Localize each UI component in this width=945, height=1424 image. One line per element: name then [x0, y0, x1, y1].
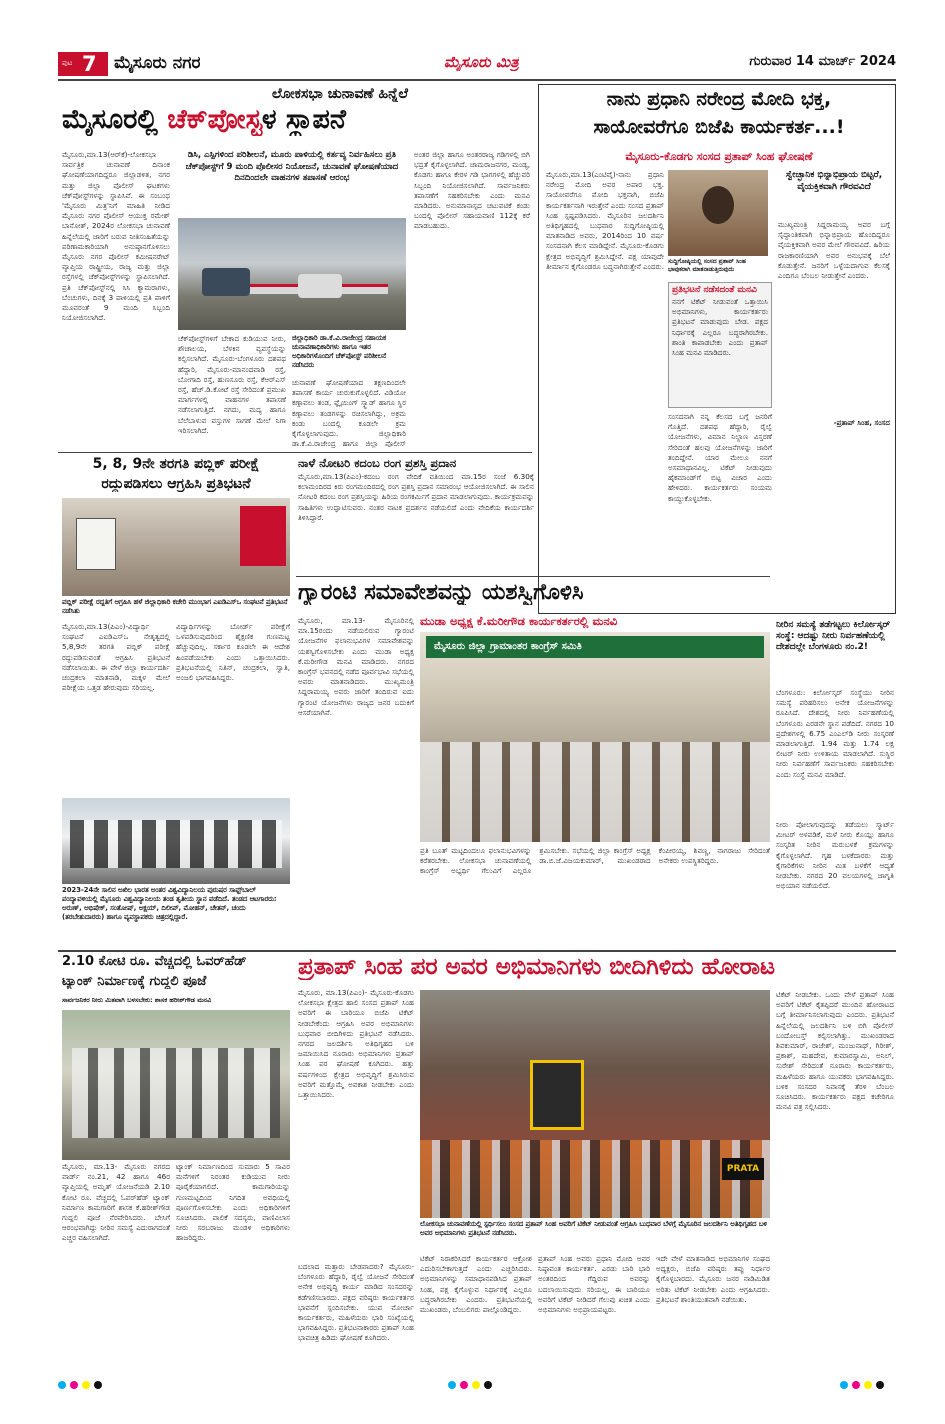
photo-vehicle — [202, 268, 250, 296]
lead-kicker: ಲೋಕಸಭಾ ಚುನಾವಣೆ ಹಿನ್ನೆಲೆ — [272, 86, 408, 102]
photo-people — [72, 1048, 280, 1138]
magenta-dot — [70, 1381, 78, 1389]
photo-team-row — [70, 820, 282, 868]
lead-headline-a: ಮೈಸೂರಲ್ಲಿ — [62, 104, 168, 135]
exam-headline-2: ರದ್ದುಪಡಿಸಲು ಆಗ್ರಹಿಸಿ ಪ್ರತಿಭಟನೆ — [101, 476, 251, 492]
paper-logo: ಮೈಸೂರು ಮಿತ್ರ — [444, 53, 519, 71]
rally-crowd-photo — [420, 990, 770, 1218]
guarantee-body: ಮೈಸೂರು, ಮಾ.13- ಮೈಸೂರಿನಲ್ಲಿ ಮಾ.15ರಂದು ನಡೆಯಲಿರುವ ಗ್ಯಾರಂಟಿ ಯೋಜನೆಗಳ ಫಲಾನುಭವಿಗಳ ಸಮಾವೇಶವನ್ನು ಯಶಸ್ವಿಗೊಳಿಸಬೇಕು ಎಂದು ಮುಡಾ ಅಧ್ಯಕ್ಷ ಕೆ.ಮರೀಗೌಡ ಮನವಿ ಮಾಡಿದರು. ನಗರದ ಕಾಂಗ್ರೆಸ್ ಭವನದಲ್ಲಿ ನಡೆದ ಪೂರ್ವಭಾವಿ ಸಭೆಯಲ್ಲಿ ಅವರು ಮಾತನಾಡಿದರು. ಮುಖ್ಯಮಂತ್ರಿ ಸಿದ್ದರಾಮಯ್ಯ ಅವರು ಜಾರಿಗೆ ತಂದಿರುವ ಐದು ಗ್ಯಾರಂಟಿ ಯೋಜನೆಗಳು ರಾಜ್ಯದ ಜನರ ಬದುಕಿಗೆ ಆಸರೆಯಾಗಿವೆ. — [298, 616, 414, 717]
tank-headline-2: ಟ್ಯಾಂಕ್ ನಿರ್ಮಾಣಕ್ಕೆ ಗುದ್ದಲಿ ಪೂಜೆ — [62, 974, 207, 989]
photo-crowd — [420, 742, 770, 842]
tank-headline-1: 2.10 ಕೋಟಿ ರೂ. ವೆಚ್ಚದಲ್ಲಿ ಓವರ್‌ಹೆಡ್ — [62, 954, 247, 969]
yellow-dot — [82, 1381, 90, 1389]
lead-photo-caption: ಜಿಲ್ಲಾಧಿಕಾರಿ ಡಾ.ಕೆ.ವಿ.ರಾಜೇಂದ್ರ ಸಹಾಯಕ ಚುನಾವಣಾಧಿಕಾರಿಗಳು ಹಾಗೂ ಇತರ ಅಧಿಕಾರಿಗಳೊಂದಿಗೆ ಚೆಕ್‌ಪೋಸ್ಟ್ ಪರಿಶೀಲನೆ ನಡೆಸಿದರು — [292, 334, 387, 369]
water-body: ಬೆಂಗಳೂರು: ಕಿರ್ಲೋಸ್ಕರ್ ಸಂಸ್ಥೆಯು ನೀರಿನ ಸಮಸ್ಯೆ ಪರಿಹರಿಸಲು ಅನೇಕ ಯೋಜನೆಗಳನ್ನು ರೂಪಿಸಿದೆ. ದೇಶದಲ್ಲಿ ನೀರು ನಿರ್ವಹಣೆಯಲ್ಲಿ ಬೆಂಗಳೂರು ಎರಡನೇ ಸ್ಥಾನ ಪಡೆದಿದೆ. ನಗರದ 10 ಪ್ರದೇಶಗಳಲ್ಲಿ 6.75 ಎಂಎಲ್‌ಡಿ ನೀರು ಸಂಸ್ಕರಣೆ ಮಾಡಲಾಗುತ್ತಿದೆ. 1.94 ಮತ್ತು 1.74 ಲಕ್ಷ ಲೀಟರ್ ನೀರು ಉಳಿತಾಯ ಮಾಡಲಾಗಿದೆ. ಸುಸ್ಥಿರ ನೀರು ನಿರ್ವಹಣೆಗೆ ಸಾರ್ವಜನಿಕರು ಸಹಕರಿಸಬೇಕು ಎಂದು ಸಂಸ್ಥೆ ಮನವಿ ಮಾಡಿದೆ. — [776, 688, 894, 779]
guarantee-headline: ಗ್ಯಾರಂಟಿ ಸಮಾವೇಶವನ್ನು ಯಶಸ್ವಿಗೊಳಿಸಿ — [298, 580, 584, 605]
guarantee-banner-text: ಮೈಸೂರು ಜಿಲ್ಲಾ ಗ್ರಾಮಾಂತರ ಕಾಂಗ್ರೆಸ್ ಸಮಿತಿ — [434, 641, 582, 652]
registration-marks-center — [448, 1380, 508, 1390]
rally-headline: ಪ್ರತಾಪ್ ಸಿಂಹ ಪರ ಅವರ ಅಭಿಮಾನಿಗಳು ಬೀದಿಗಿಳಿದು ಹೋರಾಟ — [298, 954, 775, 980]
yellow-dot — [864, 1381, 872, 1389]
modi-body-2: ಸಂಸದನಾಗಿ ನನ್ನ ಕೆಲಸದ ಬಗ್ಗೆ ಜನರಿಗೆ ಗೊತ್ತಿದೆ. ದಶಪಥ ಹೆದ್ದಾರಿ, ರೈಲ್ವೆ ಯೋಜನೆಗಳು, ವಿಮಾನ ನಿಲ್ದಾಣ ವಿಸ್ತರಣೆ ಸೇರಿದಂತೆ ಹಲವು ಯೋಜನೆಗಳನ್ನು ಜಾರಿಗೆ ತಂದಿದ್ದೇನೆ. ಯಾರ ಮೇಲೂ ನನಗೆ ಅಸಮಾಧಾನವಿಲ್ಲ. ಟಿಕೆಟ್ ನೀಡುವುದು ಹೈಕಮಾಂಡ್‌ಗೆ ಬಿಟ್ಟ ವಿಚಾರ ಎಂದು ಹೇಳಿದರು. ಕಾರ್ಯಕರ್ತರು ಸಂಯಮ ಕಾಯ್ದುಕೊಳ್ಳಬೇಕು. — [668, 412, 772, 503]
modi-subhead: ಮೈಸೂರು-ಕೊಡಗು ಸಂಸದ ಪ್ರತಾಪ್ ಸಿಂಹ ಘೋಷಣೆ — [625, 150, 813, 163]
exam-body: ಮೈಸೂರು,ಮಾ.13(ಪಿಎಂ)-ವಿದ್ಯಾರ್ಥಿ ಸಂಘಟನೆ ಎಐಡಿಎಸ್‌ಒ ನೇತೃತ್ವದಲ್ಲಿ 5,8,9ನೇ ತರಗತಿ ಪಬ್ಲಿಕ್ ಪರೀಕ್ಷೆ ರದ್ದುಪಡಿಸುವಂತೆ ಆಗ್ರಹಿಸಿ ಪ್ರತಿಭಟನೆ ನಡೆಸಲಾಯಿತು. ಈ ವೇಳೆ ಜಿಲ್ಲಾ ಕಾರ್ಯದರ್ಶಿ ಚಂದ್ರಕಲಾ ಮಾತನಾಡಿ, ಮಕ್ಕಳ ಮೇಲೆ ಪರೀಕ್ಷೆಯ ಒತ್ತಡ ಹೇರುವುದು ಸರಿಯಲ್ಲ. — [62, 622, 170, 693]
rally-col-5: ಇದೇ ವೇಳೆ ಮಾತನಾಡಿದ ಅಭಿಮಾನಿಗಳ ಸಂಘದ ಅಧ್ಯಕ್ಷರು, ಬಿಜೆಪಿ ವರಿಷ್ಠರು ತಪ್ಪು ನಿರ್ಧಾರ ಕೈಗೊಳ್ಳಬಾರದು. ಮೈಸೂರು ಜನರ ನಾಡಿಮಿಡಿತ ಅರಿತು ಟಿಕೆಟ್ ನೀಡಬೇಕು ಎಂದು ಆಗ್ರಹಿಸಿದರು. ಪ್ರತಿಭಟನೆ ಶಾಂತಿಯುತವಾಗಿ ನಡೆಯಿತು. — [656, 1254, 770, 1304]
magenta-dot — [852, 1381, 860, 1389]
cyan-dot — [448, 1381, 456, 1389]
page-number: 7 — [82, 52, 97, 76]
tank-deck: ಸಾರ್ವಜನಿಕರ ನೀರು ಮಿತವಾಗಿ ಬಳಸಬೇಕು: ಶಾಸಕ ಹರೀಶ್‌ಗೌಡ ಮನವಿ — [62, 996, 212, 1004]
black-dot — [484, 1381, 492, 1389]
award-body: ಮೈಸೂರು,ಮಾ.13(ಪಿಎಂ)-ಕದಂಬ ರಂಗ ವೇದಿಕೆ ವತಿಯಿಂದ ಮಾ.15ರ ಸಂಜೆ 6.30ಕ್ಕೆ ಕಲಾಮಂದಿರದ ಕಿರು ರಂಗಮಂದಿರದಲ್ಲಿ ರಂಗ ಪ್ರಶಸ್ತಿ ಪ್ರದಾನ ಸಮಾರಂಭ ಆಯೋಜಿಸಲಾಗಿದೆ. ಈ ಸಾಲಿನ ನೋಟರಿ ಕದಂಬ ರಂಗ ಪ್ರಶಸ್ತಿಯನ್ನು ಹಿರಿಯ ರಂಗಕರ್ಮಿಗೆ ಪ್ರದಾನ ಮಾಡಲಾಗುವುದು. ಕಾರ್ಯಕ್ರಮವನ್ನು ಸಾಹಿತಿಗಳು ಉದ್ಘಾಟಿಸುವರು. ನಂತರ ನಾಟಕ ಪ್ರದರ್ಶನ ನಡೆಯಲಿದೆ ಎಂದು ವೇದಿಕೆಯ ಕಾರ್ಯದರ್ಶಿ ತಿಳಿಸಿದ್ದಾರೆ. — [298, 472, 534, 522]
rally-col-4: ಪ್ರತಾಪ್ ಸಿಂಹ ಅವರು ಪ್ರಧಾನಿ ಮೋದಿ ಅವರ ನಿಷ್ಠಾವಂತ ಕಾರ್ಯಕರ್ತ. ಎರಡು ಬಾರಿ ಭಾರಿ ಅಂತರದಿಂದ ಗೆದ್ದಿರುವ ಅವರನ್ನು ಬದಲಾಯಿಸುವುದು ಸರಿಯಲ್ಲ. ಈ ಬಾರಿಯೂ ಅವರಿಗೆ ಟಿಕೆಟ್ ನೀಡಿದರೆ ಗೆಲುವು ಖಚಿತ ಎಂದು ಅಭಿಮಾನಿಗಳು ಅಭಿಪ್ರಾಯಪಟ್ಟರು. — [538, 1254, 650, 1315]
pratap-simha-photo — [668, 170, 768, 256]
exam-body-2: ವಿದ್ಯಾರ್ಥಿಗಳನ್ನು ಬೋರ್ಡ್ ಪರೀಕ್ಷೆಗೆ ಒಳಪಡಿಸುವುದರಿಂದ ಶೈಕ್ಷಣಿಕ ಗುಣಮಟ್ಟ ಹೆಚ್ಚುವುದಿಲ್ಲ. ಸರ್ಕಾರ ಕೂಡಲೇ ಈ ಆದೇಶ ಹಿಂಪಡೆಯಬೇಕು ಎಂದು ಒತ್ತಾಯಿಸಿದರು. ಪ್ರತಿಭಟನೆಯಲ್ಲಿ ನಿತಿನ್, ಚಂದ್ರಕಲಾ, ಸ್ವಾತಿ, ಅಂಜಲಿ ಭಾಗವಹಿಸಿದ್ದರು. — [176, 622, 290, 683]
quote-title: ಸ್ವೇಚ್ಛಾನಿಕ ಭಿನ್ನಾಭಿಪ್ರಾಯ ಬಿಟ್ಟರೆ, ವೈಯಕ್ತಿಕವಾಗಿ ಗೌರವವಿದೆ — [785, 170, 883, 192]
page-label: ಪುಟ — [62, 59, 73, 67]
cyan-dot — [840, 1381, 848, 1389]
lead-headline-c: ಗಳ ಸ್ಥಾಪನೆ — [261, 104, 346, 135]
photo-placard — [722, 1158, 764, 1180]
tank-body: ಮೈಸೂರು, ಮಾ.13- ಮೈಸೂರು ನಗರದ ವಾರ್ಡ್ ನಂ.21, 42 ಹಾಗೂ 46ರ ವ್ಯಾಪ್ತಿಯಲ್ಲಿ ಅಮೃತ್ ಯೋಜನೆಯಡಿ 2.10 ಕೋಟಿ ರೂ. ವೆಚ್ಚದಲ್ಲಿ ಓವರ್‌ಹೆಡ್ ಟ್ಯಾಂಕ್ ನಿರ್ಮಾಣ ಕಾಮಗಾರಿಗೆ ಶಾಸಕ ಕೆ.ಹರೀಶ್‌ಗೌಡ ಗುದ್ದಲಿ ಪೂಜೆ ನೆರವೇರಿಸಿದರು. ಬೇಸಿಗೆ ಆರಂಭವಾಗಿದ್ದು ನೀರಿನ ಸಮಸ್ಯೆ ಎದುರಾಗದಂತೆ ಎಚ್ಚರ ವಹಿಸಲಾಗಿದೆ. — [62, 1162, 170, 1243]
photo-banner — [426, 636, 764, 658]
section-divider — [296, 576, 770, 577]
protest-body: ನನಗೆ ಟಿಕೆಟ್ ನೀಡುವಂತೆ ಒತ್ತಾಯಿಸಿ ಅಭಿಮಾನಿಗಳು, ಕಾರ್ಯಕರ್ತರು ಪ್ರತಿಭಟನೆ ಮಾಡುವುದು ಬೇಡ. ಪಕ್ಷದ ನಿರ್ಧಾರಕ್ಕೆ ಎಲ್ಲರೂ ಬದ್ಧರಾಗಿರಬೇಕು. ಶಾಂತಿ ಕಾಪಾಡಬೇಕು ಎಂದು ಪ್ರತಾಪ್ ಸಿಂಹ ಮನವಿ ಮಾಡಿದರು. — [672, 297, 768, 358]
quote-body: ಮುಖ್ಯಮಂತ್ರಿ ಸಿದ್ದರಾಮಯ್ಯ ಅವರ ಬಗ್ಗೆ ಸೈದ್ಧಾಂತಿಕವಾಗಿ ಭಿನ್ನಾಭಿಪ್ರಾಯ ಹೊಂದಿದ್ದರೂ ವೈಯಕ್ತಿಕವಾಗಿ ಅವರ ಮೇಲೆ ಗೌರವವಿದೆ. ಹಿರಿಯ ರಾಜಕಾರಣಿಯಾಗಿ ಅವರ ಅನುಭವಕ್ಕೆ ಬೆಲೆ ಕೊಡುತ್ತೇನೆ. ಜನರಿಗೆ ಒಳ್ಳೆಯದಾಗುವ ಕೆಲಸಕ್ಕೆ ಎಂದಿಗೂ ಬೆಂಬಲ ನೀಡುತ್ತೇನೆ ಎಂದರು. — [778, 220, 890, 281]
sports-team-photo — [62, 798, 290, 884]
lead-deck: ಡಿಸಿ, ಎಸ್ಪಿಗಳಿಂದ ಪರಿಶೀಲನೆ, ಮೂರು ಪಾಳಿಯಲ್ಲಿ ಕರ್ತವ್ಯ ನಿರ್ವಹಿಸಲು ಪ್ರತಿ ಚೆಕ್‌ಪೋಸ್ಟ್‌ಗೆ 9 ಮಂದಿ ಪೊಲೀಸರ ನಿಯೋಜನೆ, ಚುನಾವಣೆ ಘೋಷಣೆಯಾದ ದಿನದಿಂದಲೇ ವಾಹನಗಳ ತಪಾಸಣೆ ಆರಂಭ — [185, 150, 399, 183]
modi-headline-1: ನಾನು ಪ್ರಧಾನಿ ನರೇಂದ್ರ ಮೋದಿ ಭಕ್ತ, — [606, 88, 832, 110]
photo-placard — [76, 518, 116, 570]
modi-body: ಮೈಸೂರು,ಮಾ.13(ಎಂಟಿವೈ)-ನಾನು ಪ್ರಧಾನಿ ನರೇಂದ್ರ ಮೋದಿ ಅವರ ಅಪಾರ ಭಕ್ತ. ಸಾಯೋವರೆಗೂ ಮೋದಿ ಭಕ್ತನಾಗಿ, ಬಿಜೆಪಿ ಕಾರ್ಯಕರ್ತನಾಗಿ ಇರುತ್ತೇನೆ ಎಂದು ಸಂಸದ ಪ್ರತಾಪ್ ಸಿಂಹ ಸ್ಪಷ್ಟಪಡಿಸಿದರು. ಮೈಸೂರಿನ ಜಲದರ್ಶಿನಿ ಅತಿಥಿಗೃಹದಲ್ಲಿ ಬುಧವಾರ ಸುದ್ದಿಗೋಷ್ಠಿಯಲ್ಲಿ ಮಾತನಾಡಿದ ಅವರು, 2014ರಿಂದ 10 ವರ್ಷ ಸಂಸದನಾಗಿ ಕೆಲಸ ಮಾಡಿದ್ದೇನೆ. ಮೈಸೂರು-ಕೊಡಗು ಕ್ಷೇತ್ರದ ಅಭಿವೃದ್ಧಿಗೆ ಶ್ರಮಿಸಿದ್ದೇನೆ. ಪಕ್ಷ ಯಾವುದೇ ತೀರ್ಮಾನ ಕೈಗೊಂಡರೂ ಬದ್ಧನಾಗಿರುತ್ತೇನೆ ಎಂದರು. — [546, 170, 664, 271]
guarantee-photo — [420, 632, 770, 842]
modi-photo-caption: ಸುದ್ದಿಗೋಷ್ಠಿಯಲ್ಲಿ ಸಂಸದ ಪ್ರತಾಪ್ ಸಿಂಹ ಭಾವುಕರಾಗಿ ಮಾತನಾಡುತ್ತಿರುವುದು — [668, 258, 746, 273]
rally-right-col: ಟಿಕೆಟ್ ನೀಡಬೇಕು. ಒಂದು ವೇಳೆ ಪ್ರತಾಪ್ ಸಿಂಹ ಅವರಿಗೆ ಟಿಕೆಟ್ ಕೈತಪ್ಪಿದರೆ ಮುಂದಿನ ಹೋರಾಟದ ಬಗ್ಗೆ ತೀರ್ಮಾನಿಸಲಾಗುವುದು ಎಂದರು. ಪ್ರತಿಭಟನೆ ಹಿನ್ನೆಲೆಯಲ್ಲಿ ಜಲದರ್ಶಿನಿ ಬಳಿ ಬಿಗಿ ಪೊಲೀಸ್ ಬಂದೋಬಸ್ತ್ ಕಲ್ಪಿಸಲಾಗಿತ್ತು. ಮುಖಂಡರಾದ ಶಿವಕುಮಾರ್, ರಾಜೇಶ್, ಮಂಜುನಾಥ್, ಗಿರೀಶ್, ಪ್ರಕಾಶ್, ಮಹದೇವ, ಕುಮಾರಸ್ವಾಮಿ, ಅನಿಲ್, ಸುರೇಶ್ ಸೇರಿದಂತೆ ನೂರಾರು ಕಾರ್ಯಕರ್ತರು, ಮಹಿಳೆಯರು ಹಾಗೂ ಯುವಕರು ಭಾಗವಹಿಸಿದ್ದರು. ಬಳಿಕ ಸಂಸದರ ನಿವಾಸಕ್ಕೆ ತೆರಳಿ ಬೆಂಬಲ ಸೂಚಿಸಿದರು. ಕಾರ್ಯಕರ್ತರು ಪಕ್ಷದ ಕಚೇರಿಗೂ ಮನವಿ ಪತ್ರ ಸಲ್ಲಿಸಿದರು. — [776, 990, 894, 1112]
guarantee-subhead: ಮುಡಾ ಅಧ್ಯಕ್ಷ ಕೆ.ಮರೀಗೌಡ ಕಾರ್ಯಕರ್ತರಲ್ಲಿ ಮನವಿ — [420, 614, 618, 628]
lead-col-1: ಮೈಸೂರು,ಮಾ.13(ಆರ್‌ಕೆ)-ಲೋಕಸಭಾ ಸಾರ್ವತ್ರಿಕ ಚುನಾವಣೆ ದಿನಾಂಕ ಘೋಷಣೆಯಾಗದಿದ್ದರೂ ಜಿಲ್ಲಾಡಳಿತ, ನಗರ ಮತ್ತು ಜಿಲ್ಲಾ ಪೊಲೀಸ್ ಘಟಕಗಳು ಚೆಕ್‌ಪೋಸ್ಟ್‌ಗಳನ್ನು ಸ್ಥಾಪಿಸಿವೆ. ಈ ಸಂಬಂಧ 'ಮೈಸೂರು ಮಿತ್ರ'ನಿಗೆ ಮಾಹಿತಿ ನೀಡಿದ ಮೈಸೂರು ನಗರ ಪೊಲೀಸ್ ಆಯುಕ್ತ ರಮೇಶ್ ಬಾನೋತ್, 2024ರ ಲೋಕಸಭಾ ಚುನಾವಣೆ ಹಿನ್ನೆಲೆಯಲ್ಲಿ ಜಾರಿಗೆ ಬರುವ ನೀತಿಸಂಹಿತೆಯನ್ನು ಪರಿಣಾಮಕಾರಿಯಾಗಿ ಅನುಷ್ಠಾನಗೊಳಿಸಲು ಮೈಸೂರು ನಗರ ಪೊಲೀಸ್ ಕಮೀಷನರೇಟ್ ವ್ಯಾಪ್ತಿಯ ರಾಷ್ಟ್ರೀಯ, ರಾಜ್ಯ ಮತ್ತು ಜಿಲ್ಲಾ ರಸ್ತೆಗಳಲ್ಲಿ ಚೆಕ್‌ಪೋಸ್ಟ್‌ಗಳನ್ನು ಸ್ಥಾಪಿಸಲಾಗಿದೆ. ಪ್ರತಿ ಚೆಕ್‌ಪೋಸ್ಟ್‌ನಲ್ಲಿ ಸಿಸಿ ಕ್ಯಾಮರಾಗಳು, ಬೆಂಚುಗಳು, ದಿನಕ್ಕೆ 3 ಪಾಳಿಯಲ್ಲಿ ಪ್ರತಿ ಪಾಳಿಗೆ ಮೂವರಂತೆ 9 ಮಂದಿ ಸಿಬ್ಬಂದಿ ನಿಯೋಜಿಸಲಾಗಿದೆ. — [62, 150, 170, 323]
modi-protest-box — [668, 282, 772, 408]
tank-body-2: ಟ್ಯಾಂಕ್ ನಿರ್ಮಾಣದಿಂದ ಸುಮಾರು 5 ಸಾವಿರ ಮನೆಗಳಿಗೆ ನಿರಂತರ ಕುಡಿಯುವ ನೀರು ಪೂರೈಕೆಯಾಗಲಿದೆ. ಕಾಮಗಾರಿಯನ್ನು ಗುಣಮಟ್ಟದಿಂದ ನಿಗದಿತ ಅವಧಿಯಲ್ಲಿ ಪೂರ್ಣಗೊಳಿಸಬೇಕು ಎಂದು ಅಧಿಕಾರಿಗಳಿಗೆ ಸೂಚಿಸಿದರು. ಪಾಲಿಕೆ ಸದಸ್ಯರು, ವಾಣಿವಿಲಾಸ ನೀರು ಸರಬರಾಜು ಮಂಡಳಿ ಅಧಿಕಾರಿಗಳು ಹಾಜರಿದ್ದರು. — [176, 1162, 290, 1243]
quote-signature: -ಪ್ರತಾಪ್ ಸಿಂಹ, ಸಂಸದ — [833, 418, 890, 427]
exam-photo-caption: ಪಬ್ಲಿಕ್ ಪರೀಕ್ಷೆ ರದ್ದತಿಗೆ ಆಗ್ರಹಿಸಿ ಹಳೆ ಜಿಲ್ಲಾಧಿಕಾರಿ ಕಚೇರಿ ಮುಂಭಾಗ ಎಐಡಿಎಸ್‌ಒ ಸಂಘಟನೆ ಪ್ರತಿಭಟನೆ ನಡೆಸಿತು — [62, 598, 288, 615]
photo-crowd — [420, 1140, 770, 1218]
exam-headline-1: 5, 8, 9ನೇ ತರಗತಿ ಪಬ್ಲಿಕ್ ಪರೀಕ್ಷೆ — [92, 456, 260, 472]
lead-headline — [62, 104, 532, 136]
exam-protest-photo — [62, 498, 290, 596]
lead-col-2: ಚೆಕ್‌ಪೋಸ್ಟ್‌ಗಳಿಗೆ ಬೇಕಾದ ಕುಡಿಯುವ ನೀರು, ಶೌಚಾಲಯ, ಬೆಳಕಿನ ವ್ಯವಸ್ಥೆಯನ್ನು ಕಲ್ಪಿಸಲಾಗಿದೆ. ಮೈಸೂರು-ಬೆಂಗಳೂರು ದಶಪಥ ಹೆದ್ದಾರಿ, ಮೈಸೂರು-ಮಾನಂದವಾಡಿ ರಸ್ತೆ, ಬೋಗಾದಿ ರಸ್ತೆ, ಹುಣಸೂರು ರಸ್ತೆ, ಕೆಆರ್‌ಎಸ್ ರಸ್ತೆ, ಹೆಚ್.ಡಿ.ಕೋಟೆ ರಸ್ತೆ ಸೇರಿದಂತೆ ಪ್ರಮುಖ ಮಾರ್ಗಗಳಲ್ಲಿ ವಾಹನಗಳ ತಪಾಸಣೆ ನಡೆಸಲಾಗುತ್ತಿದೆ. ನಗದು, ಮದ್ಯ ಹಾಗೂ ಬೆಲೆಬಾಳುವ ವಸ್ತುಗಳ ಸಾಗಣೆ ಮೇಲೆ ನಿಗಾ ಇರಿಸಲಾಗಿದೆ. — [178, 334, 286, 435]
yellow-dot — [472, 1381, 480, 1389]
rally-col-1: ಮೈಸೂರು, ಮಾ.13(ಪಿಎಂ)- ಮೈಸೂರು-ಕೊಡಗು ಲೋಕಸಭಾ ಕ್ಷೇತ್ರದ ಹಾಲಿ ಸಂಸದ ಪ್ರತಾಪ್ ಸಿಂಹ ಅವರಿಗೆ ಈ ಬಾರಿಯೂ ಬಿಜೆಪಿ ಟಿಕೆಟ್ ನೀಡಬೇಕೆಂದು ಆಗ್ರಹಿಸಿ ಅವರ ಅಭಿಮಾನಿಗಳು ಬುಧವಾರ ಬೀದಿಗಿಳಿದು ಪ್ರತಿಭಟನೆ ನಡೆಸಿದರು. ನಗರದ ಜಲದರ್ಶಿನಿ ಅತಿಥಿಗೃಹದ ಬಳಿ ಜಮಾಯಿಸಿದ ನೂರಾರು ಅಭಿಮಾನಿಗಳು ಪ್ರತಾಪ್ ಸಿಂಹ ಪರ ಘೋಷಣೆ ಕೂಗಿದರು. ಹತ್ತು ವರ್ಷಗಳಿಂದ ಕ್ಷೇತ್ರದ ಅಭಿವೃದ್ಧಿಗೆ ಶ್ರಮಿಸಿರುವ ಅವರಿಗೆ ಮತ್ತೊಮ್ಮೆ ಅವಕಾಶ ನೀಡಬೇಕು ಎಂದು ಒತ್ತಾಯಿಸಿದರು. — [298, 988, 414, 1100]
lead-col-3: ಚುನಾವಣೆ ಘೋಷಣೆಯಾದ ತಕ್ಷಣದಿಂದಲೇ ತಪಾಸಣೆ ಕಾರ್ಯ ಚುರುಕುಗೊಳ್ಳಲಿದೆ. ವಿಡಿಯೋ ಕಣ್ಗಾವಲು ತಂಡ, ಫ್ಲೈಯಿಂಗ್ ಸ್ಕ್ವಾಡ್ ಹಾಗೂ ಸ್ಥಿರ ಕಣ್ಗಾವಲು ತಂಡಗಳನ್ನು ರಚಿಸಲಾಗಿದ್ದು, ಅಕ್ರಮ ಕಂಡು ಬಂದಲ್ಲಿ ಕೂಡಲೇ ಕ್ರಮ ಕೈಗೊಳ್ಳಲಾಗುವುದು. ಜಿಲ್ಲಾಧಿಕಾರಿ ಡಾ.ಕೆ.ವಿ.ರಾಜೇಂದ್ರ ಹಾಗೂ ಜಿಲ್ಲಾ ಪೊಲೀಸ್ — [292, 378, 406, 448]
photo-portrait-poster — [530, 1060, 584, 1130]
edition-date: ಗುರುವಾರ 14 ಮಾರ್ಚ್ 2024 — [749, 54, 896, 69]
registration-marks-right — [840, 1380, 900, 1390]
masthead-rule — [58, 79, 896, 81]
photo-vehicle — [298, 274, 342, 298]
photo-banner — [240, 506, 286, 566]
award-headline: ನಾಳೆ ನೋಟರಿ ಕದಂಬ ರಂಗ ಪ್ರಶಸ್ತಿ ಪ್ರದಾನ — [298, 456, 457, 470]
section-name: ಮೈಸೂರು ನಗರ — [114, 53, 201, 73]
lead-col-4: ಅಂತರ ಜಿಲ್ಲಾ ಹಾಗೂ ಅಂತರರಾಜ್ಯ ಗಡಿಗಳಲ್ಲಿ ಬಿಗಿ ಭದ್ರತೆ ಕೈಗೊಳ್ಳಲಾಗಿದೆ. ಚಾಮರಾಜನಗರ, ಮಂಡ್ಯ, ಕೊಡಗು ಹಾಗೂ ಕೇರಳ ಗಡಿ ಭಾಗಗಳಲ್ಲಿ ಹೆಚ್ಚುವರಿ ಸಿಬ್ಬಂದಿ ನಿಯೋಜಿಸಲಾಗಿದೆ. ಸಾರ್ವಜನಿಕರು ತಪಾಸಣೆಗೆ ಸಹಕರಿಸಬೇಕು ಎಂದು ಮನವಿ ಮಾಡಿದರು. ಅನುಮಾನಾಸ್ಪದ ಚಟುವಟಿಕೆ ಕಂಡು ಬಂದಲ್ಲಿ ಪೊಲೀಸ್ ಸಹಾಯವಾಣಿ 112ಕ್ಕೆ ಕರೆ ಮಾಡಬಹುದು. — [414, 150, 530, 231]
page-number-badge — [58, 52, 108, 76]
section-divider — [58, 950, 896, 952]
registration-marks-left — [58, 1380, 118, 1390]
water-headline: ನೀರಿನ ಸಮಸ್ಯೆ ತಡೆಗಟ್ಟಲು ಕಿರ್ಲೋಸ್ಕರ್ ಸಂಸ್ಥೆ: ಆದಷ್ಟು ನೀರು ನಿರ್ವಹಣೆಯಲ್ಲಿ ದೇಶದಲ್ಲೇ ಬೆಂಗಳೂರು ನಂ.2! — [776, 620, 891, 652]
protest-title: ಪ್ರತಿಭಟನೆ ನಡೆಸದಂತೆ ಮನವಿ — [672, 285, 757, 295]
rally-col-3: ಟಿಕೆಟ್ ನಿರಾಕರಿಸಿದರೆ ಕಾರ್ಯಕರ್ತರ ಆಕ್ರೋಶ ಎದುರಿಸಬೇಕಾಗುತ್ತದೆ ಎಂದು ಎಚ್ಚರಿಸಿದರು. ಅಭಿಮಾನಿಗಳನ್ನು ಸಮಾಧಾನಪಡಿಸಿದ ಪ್ರತಾಪ್ ಸಿಂಹ, ಪಕ್ಷ ಕೈಗೊಳ್ಳುವ ನಿರ್ಧಾರಕ್ಕೆ ಎಲ್ಲರೂ ಬದ್ಧರಾಗಿರಬೇಕು ಎಂದರು. ಪ್ರತಿಭಟನೆಯಲ್ಲಿ ಮುಖಂಡರು, ಬೆಂಬಲಿಗರು ಪಾಲ್ಗೊಂಡಿದ್ದರು. — [420, 1254, 532, 1315]
tank-ceremony-photo — [62, 1010, 290, 1160]
water-body-2: ನೀರು ಪೋಲಾಗುವುದನ್ನು ತಡೆಯಲು ಸ್ಮಾರ್ಟ್ ಮೀಟರ್ ಅಳವಡಿಕೆ, ಮಳೆ ನೀರು ಕೊಯ್ಲು ಹಾಗೂ ಸಂಸ್ಕರಿತ ನೀರಿನ ಮರುಬಳಕೆ ಕ್ರಮಗಳನ್ನು ಕೈಗೊಳ್ಳಲಾಗಿದೆ. ಗೃಹ ಬಳಕೆದಾರರು ಮತ್ತು ಕೈಗಾರಿಕೆಗಳು ನೀರಿನ ಮಿತ ಬಳಕೆಗೆ ಆದ್ಯತೆ ನೀಡಬೇಕು. ನಗರದ 20 ವಲಯಗಳಲ್ಲಿ ಜಾಗೃತಿ ಅಭಿಯಾನ ನಡೆಯಲಿದೆ. — [776, 820, 894, 891]
rally-col-2: ಬದಲಾದ ಮತ್ತಾರು ಬೇಡವಾದರು? ಮೈಸೂರು-ಬೆಂಗಳೂರು ಹೆದ್ದಾರಿ, ರೈಲ್ವೆ ಯೋಜನೆ ಸೇರಿದಂತೆ ಅನೇಕ ಅಭಿವೃದ್ಧಿ ಕಾರ್ಯ ಮಾಡಿದ ಸಂಸದರನ್ನು ಕಡೆಗಣಿಸಬಾರದು. ಪಕ್ಷದ ವರಿಷ್ಠರು ಕಾರ್ಯಕರ್ತರ ಭಾವನೆಗೆ ಸ್ಪಂದಿಸಬೇಕು. ಯುವ ಮೋರ್ಚಾ ಕಾರ್ಯಕರ್ತರು, ಮಹಿಳೆಯರು ಭಾರಿ ಸಂಖ್ಯೆಯಲ್ಲಿ ಭಾಗವಹಿಸಿದ್ದರು. ಪ್ರತಿಭಟನಾಕಾರರು ಪ್ರತಾಪ್ ಸಿಂಹ ಭಾವಚಿತ್ರ ಹಿಡಿದು ಘೋಷಣೆ ಕೂಗಿದರು. — [298, 1262, 414, 1343]
magenta-dot — [460, 1381, 468, 1389]
sports-caption: 2023-24ನೇ ಸಾಲಿನ ಅಖಿಲ ಭಾರತ ಅಂತರ ವಿಶ್ವವಿದ್ಯಾನಿಲಯ ಪುರುಷರ ಸಾಫ್ಟ್‌ಬಾಲ್ ಪಂದ್ಯಾವಳಿಯಲ್ಲಿ ಮೈಸೂರು ವಿಶ್ವವಿದ್ಯಾನಿಲಯ ತಂಡ ತೃತೀಯ ಸ್ಥಾನ ಪಡೆದಿದೆ. ತಂಡದ ಆಟಗಾರರು: ಅರುಣ್, ಅಭಿಷೇಕ್, ಸಂತೋಷ್, ಅಕ್ಷಯ್, ದಿಲೀಪ್, ಮೋಹನ್, ಚೇತನ್, ಚಂದು (ತರಬೇತುದಾರರು) ಹಾಗೂ ವ್ಯವಸ್ಥಾಪಕರು ಚಿತ್ರದಲ್ಲಿದ್ದಾರೆ. — [62, 886, 277, 921]
masthead — [58, 50, 896, 78]
lead-headline-b: ಚೆಕ್‌ಪೋಸ್ಟ್ — [167, 104, 262, 135]
cyan-dot — [58, 1381, 66, 1389]
section-divider — [58, 452, 532, 453]
checkpost-photo — [178, 218, 406, 330]
placard-text: PRATA — [726, 1164, 760, 1174]
rally-photo-caption: ಲೋಕಸಭಾ ಚುನಾವಣೆಯಲ್ಲಿ ಸ್ಪರ್ಧಿಸಲು ಸಂಸದ ಪ್ರತಾಪ್ ಸಿಂಹ ಅವರಿಗೆ ಟಿಕೆಟ್ ನೀಡುವಂತೆ ಆಗ್ರಹಿಸಿ ಬುಧವಾರ ಬೆಳಗ್ಗೆ ಮೈಸೂರಿನ ಜಲದರ್ಶಿನಿ ಅತಿಥಿಗೃಹದ ಬಳಿ ಅವರ ಅಭಿಮಾನಿಗಳು ಪ್ರತಿಭಟನೆ ನಡೆಸಿದರು. — [420, 1220, 768, 1237]
guarantee-body-2: ಪ್ರತಿ ಬೂತ್ ಮಟ್ಟದಿಂದಲೂ ಫಲಾನುಭವಿಗಳನ್ನು ಕರೆತರಬೇಕು. ಲೋಕಸಭಾ ಚುನಾವಣೆಯಲ್ಲಿ ಕಾಂಗ್ರೆಸ್ ಅಭ್ಯರ್ಥಿ ಗೆಲುವಿಗೆ ಎಲ್ಲರೂ ಶ್ರಮಿಸಬೇಕು. ಸಭೆಯಲ್ಲಿ ಜಿಲ್ಲಾ ಕಾಂಗ್ರೆಸ್ ಅಧ್ಯಕ್ಷ ಡಾ.ಬಿ.ಜೆ.ವಿಜಯಕುಮಾರ್, ಮುಖಂಡರಾದ ಕೆಂಪೀರಯ್ಯ, ಶಿವಣ್ಣ, ನಾಗರಾಜು ಸೇರಿದಂತೆ ಅನೇಕರು ಉಪಸ್ಥಿತರಿದ್ದರು. — [420, 846, 770, 876]
modi-headline-2: ಸಾಯೋವರೆಗೂ ಬಿಜೆಪಿ ಕಾರ್ಯಕರ್ತ...! — [593, 116, 845, 138]
photo-face — [702, 186, 734, 224]
black-dot — [94, 1381, 102, 1389]
black-dot — [876, 1381, 884, 1389]
